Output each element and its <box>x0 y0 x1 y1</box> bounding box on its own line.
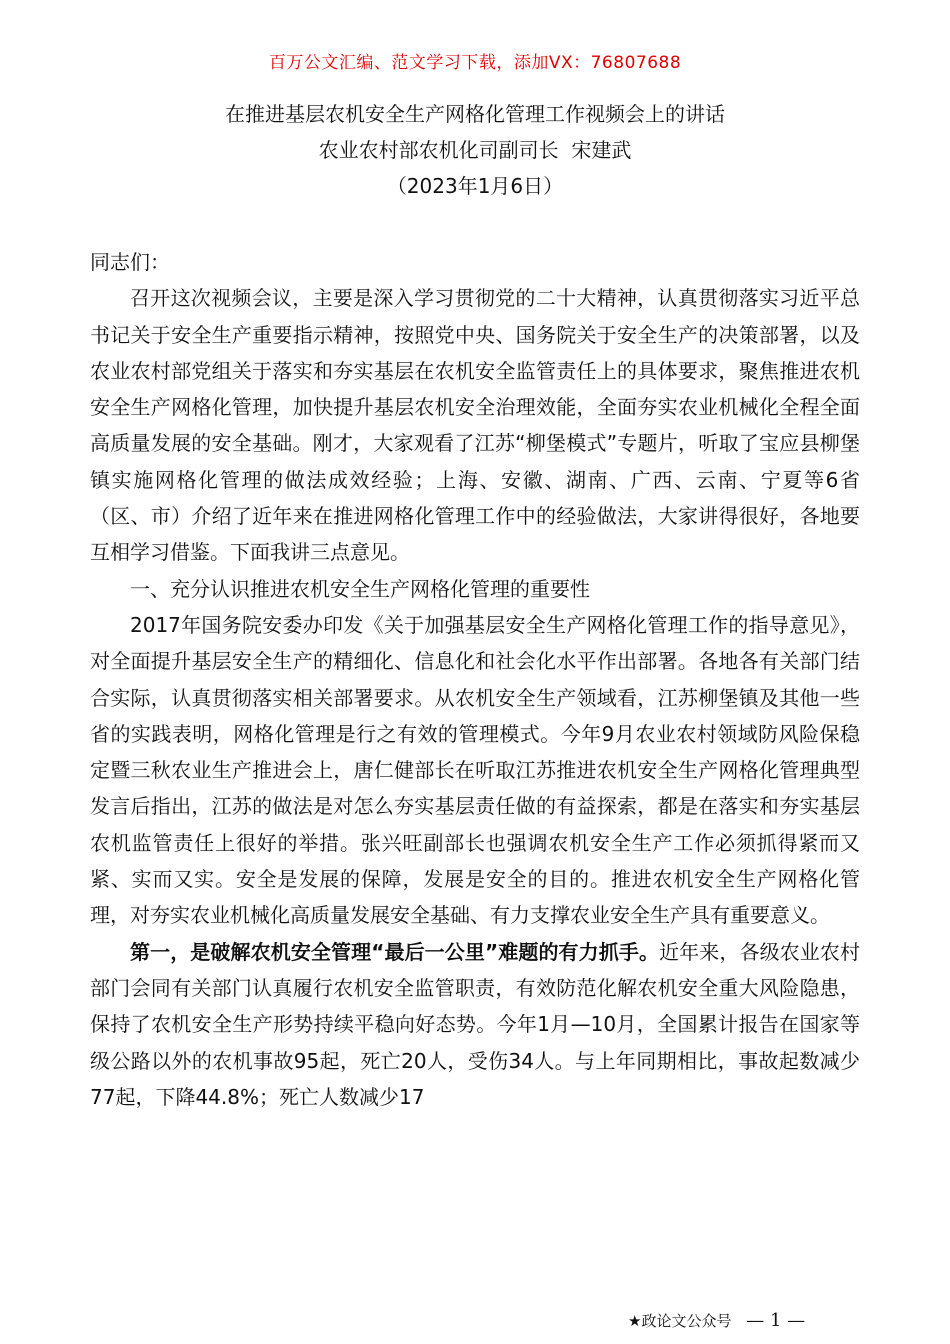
first-point-text: 近年来，各级农业农村部门会同有关部门认真履行农机安全监管职责，有效防范化解农机安全重大风险隐患，保持了农机安全生产形势持续平稳向好态势。今年1月—10月，全国累计报告在国家等级公路以外的农机事故95起，死亡20人，受伤34人。与上年同期相比，事故起数减少77起，下降44.8%；死亡人数减少17 <box>90 939 861 1109</box>
title-block <box>0 96 950 204</box>
speech-date: （2023年1月6日） <box>386 174 564 198</box>
salutation: 同志们： <box>90 250 170 274</box>
page-number: — 1 — <box>746 1310 806 1331</box>
body-text <box>90 244 860 1115</box>
paragraph-intro: 召开这次视频会议，主要是深入学习贯彻党的二十大精神，认真贯彻落实习近平总书记关于安全生产重要指示精神，按照党中央、国务院关于安全生产的决策部署，以及农业农村部党组关于落实和夯实基层在农机安全监管责任上的具体要求，聚焦推进农机安全生产网格化管理，加快提升基层农机安全治理效能，全面夯实农业机械化全程全面高质量发展的安全基础。刚才，大家观看了江苏“柳堡模式”专题片，听取了宝应县柳堡镇实施网格化管理的做法成效经验；上海、安徽、湖南、广西、云南、宁夏等6省（区、市）介绍了近年来在推进网格化管理工作中的经验做法，大家讲得很好，各地要互相学习借鉴。下面我讲三点意见。 <box>90 286 860 565</box>
paragraph-importance: 2017年国务院安委办印发《关于加强基层安全生产网格化管理工作的指导意见》，对全面提升基层安全生产的精细化、信息化和社会化水平作出部署。各地各有关部门结合实际，认真贯彻落实相关部署要求。从农机安全生产领域看，江苏柳堡镇及其他一些省的实践表明，网格化管理是行之有效的管理模式。今年9月农业农村领域防风险保稳定暨三秋农业生产推进会上，唐仁健部长在听取江苏推进农机安全生产网格化管理典型发言后指出，江苏的做法是对怎么夯实基层责任做的有益探索，都是在落实和夯实基层农机监管责任上很好的举措。张兴旺副部长也强调农机安全生产工作必须抓得紧而又紧、实而又实。安全是发展的保障，发展是安全的目的。推进农机安全生产网格化管理，对夯实农业机械化高质量发展安全基础、有力支撑农业安全生产具有重要意义。 <box>90 612 860 928</box>
page-footer <box>628 1310 805 1331</box>
watermark-banner: 百万公文汇编、范文学习下载，添加VX：76807688 <box>268 53 682 73</box>
paragraph-first-point <box>90 934 860 1115</box>
speech-title: 在推进基层农机安全生产网格化管理工作视频会上的讲话 <box>225 102 725 126</box>
section-heading-1: 一、充分认识推进农机安全生产网格化管理的重要性 <box>130 576 590 601</box>
speaker-line: 农业农村部农机化司副司长 宋建武 <box>318 138 632 162</box>
first-point-heading: 第一，是破解农机安全管理“最后一公里”难题的有力抓手。 <box>130 939 660 964</box>
footer-source: ★政论文公众号 <box>628 1312 732 1330</box>
